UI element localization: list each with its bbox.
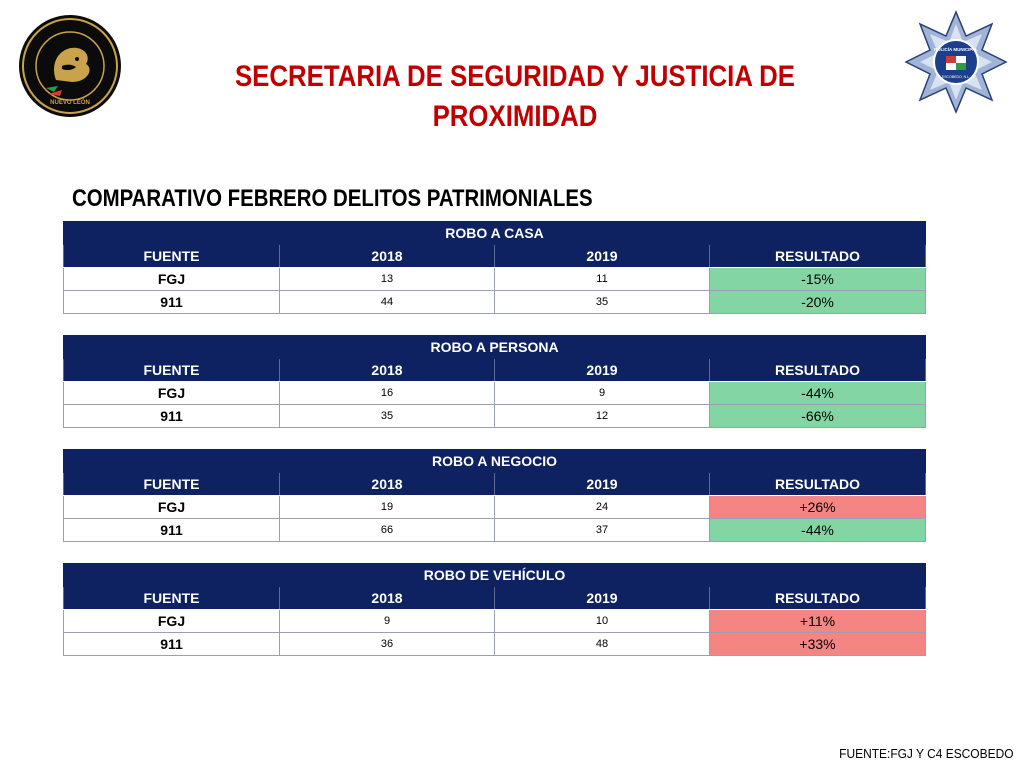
table-row: [64, 291, 926, 314]
table-title: ROBO A NEGOCIO: [64, 450, 926, 473]
cell-resultado: +33%: [710, 633, 926, 656]
table-robo-a-casa: [63, 221, 926, 314]
badge-city-text: ESCOBEDO, N.L.: [941, 75, 971, 79]
cell-2018: 19: [280, 496, 495, 519]
header-2019: 2019: [495, 359, 710, 382]
section-subtitle: COMPARATIVO FEBRERO DELITOS PATRIMONIALES: [72, 185, 593, 212]
cell-resultado: -20%: [710, 291, 926, 314]
cell-2019: 10: [495, 610, 710, 633]
cell-2019: 9: [495, 382, 710, 405]
cell-2019: 24: [495, 496, 710, 519]
cell-resultado: +11%: [710, 610, 926, 633]
header-resultado: RESULTADO: [710, 587, 926, 610]
table-title: ROBO A PERSONA: [64, 336, 926, 359]
policia-municipal-star-badge-icon: [904, 10, 1008, 114]
header-2018: 2018: [280, 587, 495, 610]
cell-2018: 16: [280, 382, 495, 405]
source-footer: FUENTE:FGJ Y C4 ESCOBEDO: [839, 746, 1014, 761]
cell-fuente: 911: [64, 405, 280, 428]
header-2018: 2018: [280, 245, 495, 268]
cell-2019: 37: [495, 519, 710, 542]
fiscalia-seal-lion-icon: [18, 14, 122, 118]
header-fuente: FUENTE: [64, 359, 280, 382]
cell-fuente: FGJ: [64, 382, 280, 405]
table-robo-a-negocio: [63, 449, 926, 542]
cell-fuente: FGJ: [64, 496, 280, 519]
cell-resultado: -66%: [710, 405, 926, 428]
cell-resultado: -44%: [710, 382, 926, 405]
table-robo-a-persona: [63, 335, 926, 428]
cell-2019: 11: [495, 268, 710, 291]
cell-resultado: -15%: [710, 268, 926, 291]
cell-2018: 36: [280, 633, 495, 656]
cell-resultado: -44%: [710, 519, 926, 542]
cell-fuente: FGJ: [64, 610, 280, 633]
header-2019: 2019: [495, 473, 710, 496]
header-resultado: RESULTADO: [710, 245, 926, 268]
cell-fuente: FGJ: [64, 268, 280, 291]
table-row: [64, 382, 926, 405]
cell-resultado: +26%: [710, 496, 926, 519]
header-2018: 2018: [280, 359, 495, 382]
header-2018: 2018: [280, 473, 495, 496]
cell-2018: 9: [280, 610, 495, 633]
fiscalia-seal-logo: [18, 14, 122, 118]
header-2019: 2019: [495, 245, 710, 268]
table-row: [64, 633, 926, 656]
logo-state-text: NUEVO LEÓN: [50, 100, 90, 106]
cell-fuente: 911: [64, 633, 280, 656]
table-robo-de-veh-culo: [63, 563, 926, 656]
cell-2018: 13: [280, 268, 495, 291]
cell-fuente: 911: [64, 519, 280, 542]
badge-text: POLICÍA MUNICIPAL: [934, 47, 978, 52]
table-row: [64, 610, 926, 633]
page-title: SECRETARIA DE SEGURIDAD Y JUSTICIA DE PROXIMIDAD: [234, 60, 796, 133]
cell-2019: 48: [495, 633, 710, 656]
table-row: [64, 496, 926, 519]
header-fuente: FUENTE: [64, 245, 280, 268]
cell-2018: 66: [280, 519, 495, 542]
cell-2018: 44: [280, 291, 495, 314]
table-title: ROBO DE VEHÍCULO: [64, 564, 926, 587]
table-row: [64, 405, 926, 428]
cell-2019: 35: [495, 291, 710, 314]
cell-2018: 35: [280, 405, 495, 428]
header-resultado: RESULTADO: [710, 473, 926, 496]
table-row: [64, 268, 926, 291]
header-fuente: FUENTE: [64, 587, 280, 610]
table-row: [64, 519, 926, 542]
header-2019: 2019: [495, 587, 710, 610]
header-fuente: FUENTE: [64, 473, 280, 496]
policia-badge-logo: [904, 10, 1008, 114]
table-title: ROBO A CASA: [64, 222, 926, 245]
cell-fuente: 911: [64, 291, 280, 314]
header-resultado: RESULTADO: [710, 359, 926, 382]
cell-2019: 12: [495, 405, 710, 428]
